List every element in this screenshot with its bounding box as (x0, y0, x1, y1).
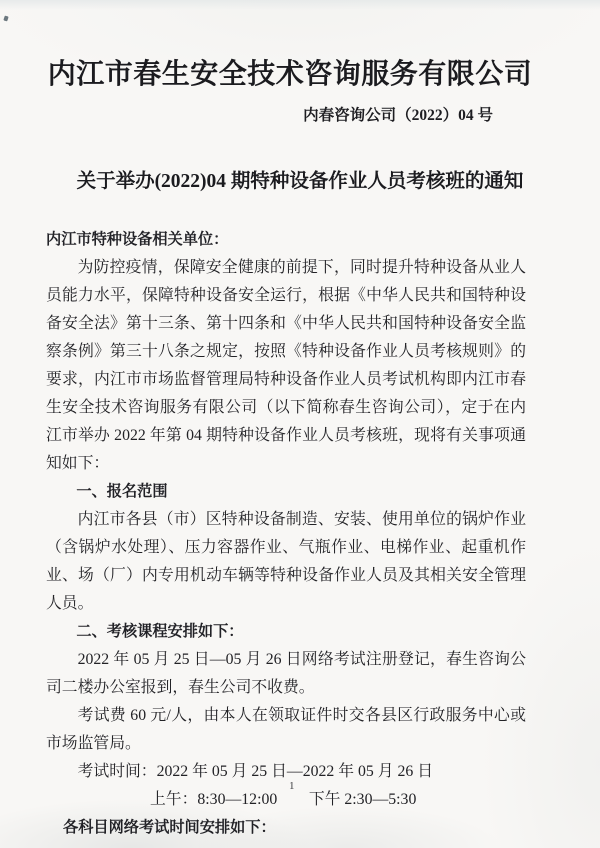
section-2-paragraph-1: 2022 年 05 月 25 日—05 月 26 日网络考试注册登记，春生咨询公司二楼办公室报到，春生公司不收费。 (46, 651, 526, 696)
notice-body (46, 226, 526, 842)
section-2-heading: 二、考核课程安排如下： (76, 623, 244, 640)
document-number: 内春咨询公司（2022）04 号 (303, 107, 493, 124)
section-1-paragraph: 内江市各县（市）区特种设备制造、安装、使用单位的锅炉作业（含锅炉水处理）、压力容器作业、气瓶作业、电梯作业、起重机作业、场（厂）内专用机动车辆等特种设备作业人员及其相关安全管理人员。 (46, 511, 526, 612)
exam-time-detail-line: 上午：8:30—12:00 下午 2:30—5:30 (150, 791, 417, 808)
section-2-paragraph-2: 考试费 60 元/人，由本人在领取证件时交各县区行政服务中心或市场监管局。 (46, 707, 526, 752)
notice-title: 关于举办(2022)04 期特种设备作业人员考核班的通知 (76, 171, 524, 192)
page-number: 1 (289, 780, 295, 792)
scan-speck (3, 16, 8, 22)
company-title: 内江市春生安全技术咨询服务有限公司 (47, 59, 533, 90)
schedule-heading: 各科目网络考试时间安排如下： (63, 819, 276, 836)
intro-paragraph: 为防控疫情，保障安全健康的前提下，同时提升特种设备从业人员能力水平，保障特种设备安全运行，根据《中华人民共和国特种设备安全法》第十三条、第十四条和《中华人民共和国特种设备安全监察条例》第三十八条之规定，按照《特种设备作业人员考核规则》的要求，内江市市场监督管理局特种设备作业人员考试机构即内江市春生安全技术咨询服务有限公司（以下简称春生咨询公司），定于在内江市举办 2022 年第 04 期特种设备作业人员考核班，现将有关事项通知如下： (46, 259, 526, 472)
exam-time-line: 考试时间：2022 年 05 月 25 日—2022 年 05 月 26 日 (77, 763, 434, 780)
salutation: 内江市特种设备相关单位： (46, 231, 229, 248)
section-1-heading: 一、报名范围 (76, 483, 168, 500)
